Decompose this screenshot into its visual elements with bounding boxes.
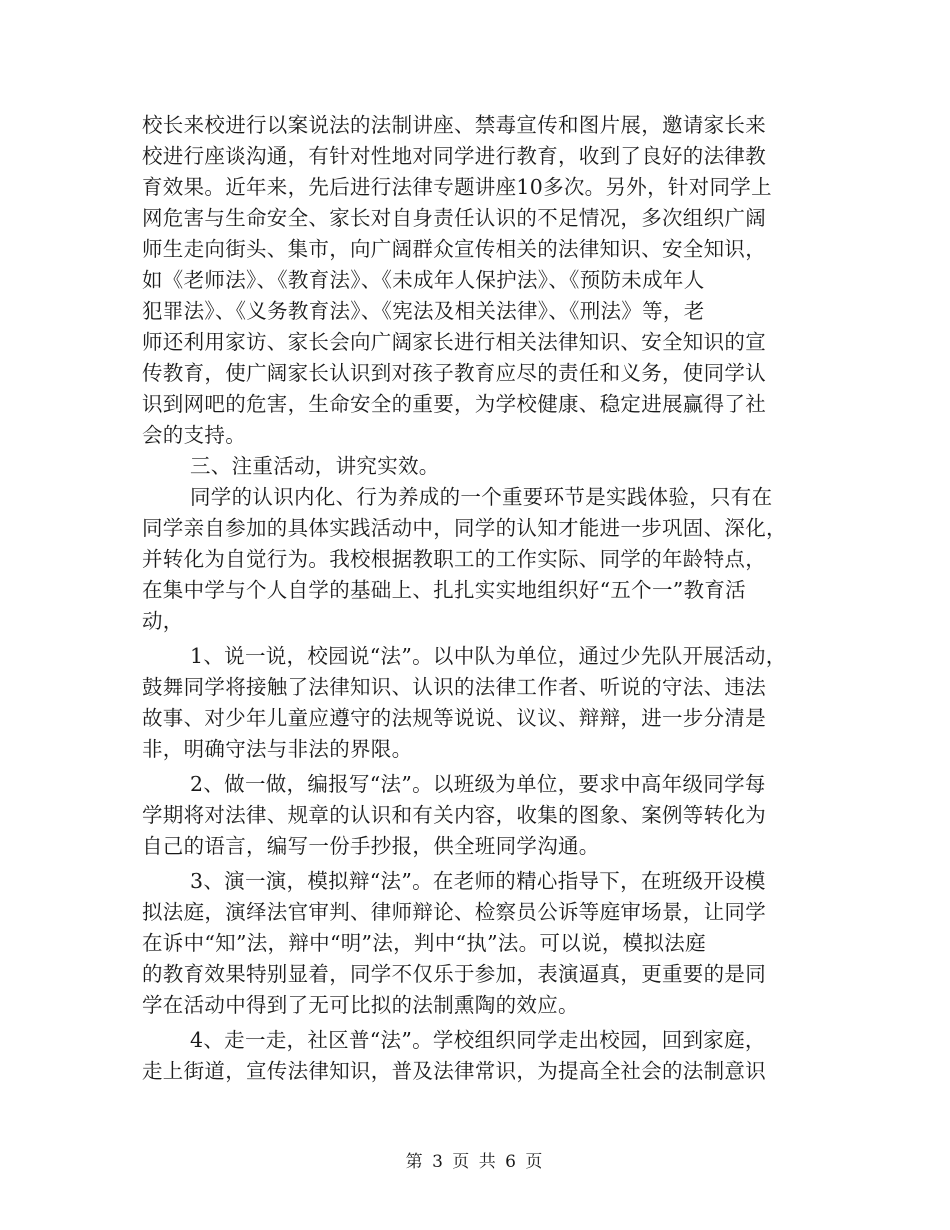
text-line: 在集中学与个人自学的基础上、扎扎实实地组织好“五个一”教育活 <box>142 578 746 602</box>
text-line: 2、做一做，编报写“法”。以班级为单位，要求中高年级同学每 <box>190 772 766 796</box>
text-line: 4、走一走，社区普“法”。学校组织同学走出校园，回到家庭， <box>190 1028 766 1052</box>
text-line: 走上街道，宣传法律知识，普及法律常识，为提高全社会的法制意识 <box>142 1059 766 1083</box>
text-line: 网危害与生命安全、家长对自身责任认识的不足情况，多次组织广阔 <box>142 206 766 230</box>
page-number-footer: 第 3 页 共 6 页 <box>405 1152 545 1172</box>
text-line: 传教育，使广阔家长认识到对孩子教育应尽的责任和义务，使同学认 <box>142 361 766 385</box>
text-line: 同学亲自参加的具体实践活动中，同学的认知才能进一步巩固、深化， <box>142 516 787 540</box>
text-line: 鼓舞同学将接触了法律知识、认识的法律工作者、听说的守法、违法 <box>142 675 766 699</box>
text-line: 如《老师法》、《教育法》、《未成年人保护法》、《预防未成年人 <box>142 268 705 292</box>
text-line: 会的支持。 <box>142 423 246 447</box>
text-line: 1、说一说，校园说“法”。以中队为单位，通过少先队开展活动， <box>190 644 787 668</box>
text-line: 校长来校进行以案说法的法制讲座、禁毒宣传和图片展，邀请家长来 <box>142 113 766 137</box>
text-line: 校进行座谈沟通，有针对性地对同学进行教育，收到了良好的法律教 <box>142 144 766 168</box>
text-line: 并转化为自觉行为。我校根据教职工的工作实际、同学的年龄特点， <box>142 547 766 571</box>
text-line: 的教育效果特别显着，同学不仅乐于参加，表演逼真，更重要的是同 <box>142 962 766 986</box>
text-line: 同学的认识内化、行为养成的一个重要环节是实践体验，只有在 <box>190 485 773 509</box>
text-line: 犯罪法》、《义务教育法》、《宪法及相关法律》、《刑法》等，老 <box>142 299 705 323</box>
text-line: 识到网吧的危害，生命安全的重要，为学校健康、稳定进展赢得了社 <box>142 392 766 416</box>
text-line: 拟法庭，演绎法官审判、律师辩论、检察员公诉等庭审场景，让同学 <box>142 900 766 924</box>
text-line: 学在活动中得到了无可比拟的法制熏陶的效应。 <box>142 993 579 1017</box>
text-line: 三、注重活动，讲究实效。 <box>190 454 440 478</box>
text-line: 3、演一演，模拟辩“法”。在老师的精心指导下，在班级开设模 <box>190 869 766 893</box>
body-text <box>142 110 822 1087</box>
text-line: 师生走向街头、集市，向广阔群众宣传相关的法律知识、安全知识， <box>142 237 766 261</box>
text-line: 师还利用家访、家长会向广阔家长进行相关法律知识、安全知识的宣 <box>142 330 766 354</box>
text-line: 学期将对法律、规章的认识和有关内容，收集的图象、案例等转化为 <box>142 803 766 827</box>
text-line: 动， <box>142 609 184 633</box>
text-line: 育效果。近年来，先后进行法律专题讲座10多次。另外，针对同学上 <box>142 175 772 199</box>
text-line: 在诉中“知”法，辩中“明”法，判中“执”法。可以说，模拟法庭 <box>142 931 706 955</box>
text-line: 非，明确守法与非法的界限。 <box>142 737 413 761</box>
text-line: 故事、对少年儿童应遵守的法规等说说、议议、辩辩，进一步分清是 <box>142 706 766 730</box>
text-line: 自己的语言，编写一份手抄报，供全班同学沟通。 <box>142 834 600 858</box>
